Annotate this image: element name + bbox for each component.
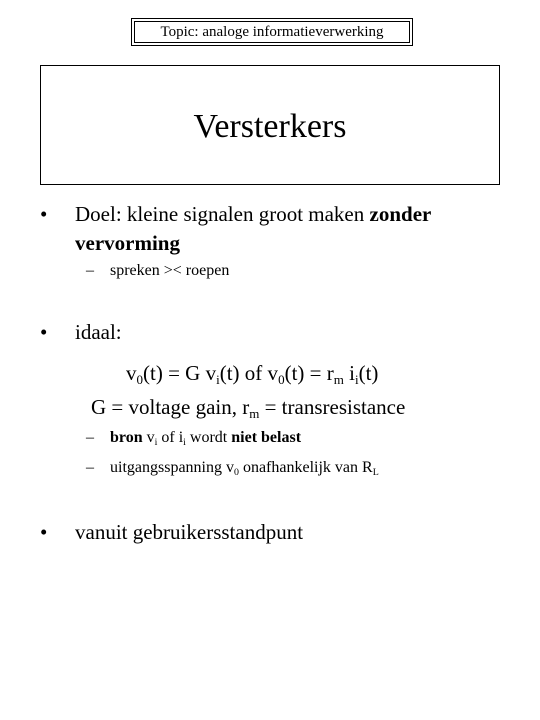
topic-label: Topic: analoge informatieverwerking — [160, 23, 384, 40]
subbullet-source-text — [110, 429, 301, 447]
bullet-goal-plain: Doel: kleine signalen groot maken — [75, 202, 370, 226]
eq2-text-2: = transresistance — [259, 395, 406, 419]
output-sub-2: L — [372, 466, 379, 478]
output-text-2: onafhankelijk van R — [238, 459, 373, 476]
eq1-sub-4: m — [333, 371, 344, 387]
bullet-goal-bold: zonder vervorming — [75, 202, 431, 255]
equation-definitions — [91, 395, 405, 420]
bullet-goal-text — [75, 200, 495, 258]
eq1-text-6: (t) — [358, 361, 379, 385]
bullet-goal — [40, 200, 495, 258]
dash-marker: – — [86, 459, 94, 476]
subbullet-speak-text: spreken >< roepen — [110, 262, 230, 279]
subbullet-speak — [86, 262, 229, 280]
bullet-dot: • — [40, 520, 48, 544]
slide-title: Versterkers — [193, 108, 347, 145]
source-bold-1: bron — [110, 429, 143, 446]
source-text-3: wordt — [185, 429, 232, 446]
eq2-text-1: G = voltage gain, r — [91, 395, 250, 419]
eq1-text-3: (t) of v — [219, 361, 279, 385]
eq1-text-5: i — [343, 361, 355, 385]
source-sub-1: i — [154, 436, 158, 448]
eq1-text-4: (t) = r — [284, 361, 334, 385]
eq1-text-2: (t) = G v — [143, 361, 217, 385]
bullet-user-text: vanuit gebruikersstandpunt — [75, 520, 304, 544]
output-sub-1: 0 — [234, 466, 239, 478]
source-sub-2: i — [183, 436, 186, 448]
output-text-1: uitgangsspanning v — [110, 459, 234, 476]
eq1-text-1: v — [126, 361, 137, 385]
topic-box — [131, 18, 413, 46]
subbullet-source — [86, 429, 301, 447]
bullet-user — [40, 520, 303, 545]
equation-output — [126, 361, 378, 386]
source-text-1: v — [142, 429, 155, 446]
dash-marker: – — [86, 429, 94, 446]
bullet-ideal-label: idaal: — [75, 320, 122, 344]
bullet-dot: • — [40, 320, 48, 344]
eq1-sub-3: 0 — [278, 371, 285, 387]
bullet-ideal — [40, 320, 122, 345]
eq1-sub-1: 0 — [136, 371, 144, 387]
topic-box-inner-border — [134, 21, 410, 43]
subbullet-output — [86, 459, 379, 477]
eq1-sub-5: i — [354, 371, 359, 387]
bullet-dot: • — [40, 202, 48, 226]
source-bold-2: niet belast — [231, 429, 302, 446]
title-box — [40, 65, 500, 185]
subbullet-output-text — [110, 459, 379, 477]
eq2-sub-1: m — [249, 405, 260, 421]
source-text-2: of i — [157, 429, 184, 446]
eq1-sub-2: i — [216, 371, 220, 387]
dash-marker: – — [86, 262, 94, 279]
